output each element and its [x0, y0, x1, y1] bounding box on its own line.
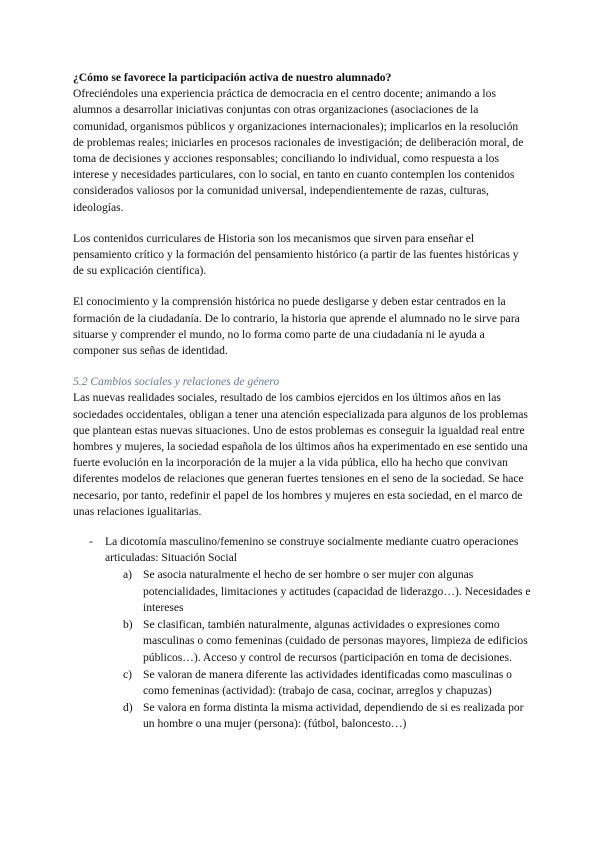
- list-item-a: [105, 567, 531, 616]
- document-page: [73, 70, 531, 733]
- list-marker: c): [123, 667, 133, 681]
- list-item-c: [105, 667, 531, 699]
- paragraph-3: El conocimiento y la comprensión histórica no puede desligarse y deben estar centrados en la formación de la ciudadanía. De lo contrario, la historia que aprende el alumnado no le sirve para situarse y comprender el mundo, no lo forma como parte de una ciudadanía ni le ayuda a componer sus señas de identidad.: [73, 295, 520, 358]
- list-item-b: [105, 617, 531, 666]
- list-item-d: [105, 700, 531, 732]
- question-heading: ¿Cómo se favorece la participación activa de nuestro alumnado?: [73, 71, 392, 84]
- list-marker: a): [123, 568, 133, 582]
- list-item-text: Se asocia naturalmente el hecho de ser hombre o ser mujer con algunas potencialidades, limitaciones y actitudes (capacidad de liderazgo…). Necesidades e intereses: [143, 568, 531, 614]
- list-item-text: Se valora en forma distinta la misma actividad, dependiendo de si es realizada por un hombre o una mujer (persona): (fútbol, baloncesto…): [143, 701, 524, 731]
- dash-list-item: [73, 534, 531, 732]
- list-item-text: Se valoran de manera diferente las actividades identificadas como masculinas o como femeninas (actividad): (trabajo de casa, cocinar, arreglos y chapuzas): [143, 667, 512, 697]
- paragraph-1: Ofreciéndoles una experiencia práctica de democracia en el centro docente; animando a los alumnos a desarrollar iniciativas conjuntas con otras organizaciones (asociaciones de la comunidad, organismos públicos y organizaciones internacionales); implicarlos en la resolución de problemas reales; iniciarles en procesos racionales de investigación; de deliberación moral, de toma de decisiones y acciones responsables; conciliando lo individual, como respuesta a los interese y necesidades particulares, con lo social, en tanto en cuanto contemplen los contenidos considerados valiosos por la comunidad universal, independientemente de razas, culturas, ideologías.: [73, 87, 524, 214]
- paragraph-2: Los contenidos curriculares de Historia son los mecanismos que sirven para enseñar el pensamiento crítico y la formación del pensamiento histórico (a partir de las fuentes históricas y de su explicación científica).: [73, 231, 519, 278]
- dash-marker: -: [89, 535, 93, 549]
- sub-list: [105, 567, 531, 732]
- section-title: 5.2 Cambios sociales y relaciones de género: [73, 375, 280, 389]
- list-intro: La dicotomía masculino/femenino se construye socialmente mediante cuatro operaciones articuladas: Situación Social: [105, 535, 519, 565]
- list-marker: d): [123, 701, 133, 715]
- section-body: Las nuevas realidades sociales, resultado de los cambios ejercidos en los últimos años en las sociedades occidentales, obligan a tener una atención especializada para algunos de los problemas que plantean estas nuevas situaciones. Uno de estos problemas es conseguir la igualdad real entre hombres y mujeres, la sociedad española de los últimos años ha experimentado en ese sentido una fuerte evolución en la incorporación de la mujer a la vida pública, ello ha hecho que convivan diferentes modelos de relaciones que generan fuertes tensiones en el seno de la sociedad. Se hace necesario, por tanto, redefinir el papel de los hombres y mujeres en esta sociedad, en el marco de unas relaciones igualitarias.: [73, 391, 528, 518]
- list-marker: b): [123, 618, 133, 632]
- list-item-text: Se clasifican, también naturalmente, algunas actividades o expresiones como masculinas o como femeninas (cuidado de personas mayores, limpieza de edificios públicos…). Acceso y control de recursos (participación en toma de decisiones.: [143, 618, 528, 664]
